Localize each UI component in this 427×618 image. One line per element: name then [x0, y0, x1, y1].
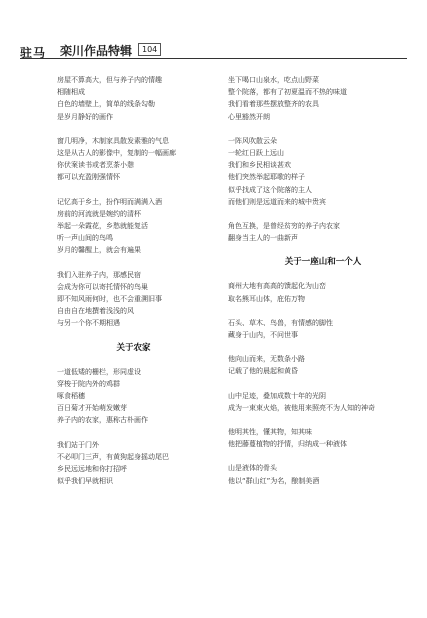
poem-line: 记载了他的晨起和黄昏	[228, 367, 298, 376]
page-header	[0, 0, 427, 64]
poem-line: 这是从古人的影像中，复制的一幅画廊	[57, 149, 176, 158]
poem-line: 你伏案读书或者烹茶小憩	[57, 161, 134, 170]
poem-stanza	[57, 196, 220, 257]
poem-stanza	[57, 74, 220, 123]
poem-stanza	[57, 366, 220, 427]
poem-line: 坐下喝口山泉水，吃点山野菜	[228, 76, 319, 84]
poem-section-title: 关于一座山和一个人	[284, 257, 362, 268]
poem-stanza	[228, 135, 418, 208]
poem-line: 角色互换，是曾经贫穷的养子内农家	[228, 222, 340, 231]
poem-line: 他把藤蔓植物的抒情，归纳成一种液体	[228, 440, 347, 449]
poem-line: 即不知风雨何时，也不会重溯旧事	[57, 295, 162, 304]
poem-stanza	[228, 317, 418, 341]
poem-line: 是岁月静好的画作	[57, 112, 113, 121]
page-number: 104	[138, 43, 161, 56]
poem-line: 似乎我们早就相识	[57, 477, 113, 486]
poem-line: 会成为你可以寄托情怀的鸟巢	[57, 282, 148, 291]
poem-stanza	[57, 135, 220, 184]
header-rule	[20, 58, 407, 59]
poem-line: 我们看着那些摆放整齐的农具	[228, 100, 319, 109]
poem-line: 我们站于门外	[57, 440, 99, 449]
poem-line: 石头、草木、鸟兽，有情感的脚性	[228, 318, 333, 327]
poem-line: 相随相成	[57, 88, 85, 97]
poem-stanza	[57, 269, 220, 330]
poem-line: 我们入驻养子内，那感民宿	[57, 270, 141, 279]
poem-line: 听一声山间的鸟鸣	[57, 234, 113, 243]
poem-line: 整个院落，都有了初夏温而不热的味道	[228, 88, 347, 97]
poem-line: 取名熊耳山体，庇佑万物	[228, 294, 305, 303]
poem-line: 一道低矮的栅栏，形同虚设	[57, 367, 141, 376]
poem-stanza	[228, 280, 418, 304]
poem-line: 举起一朵霞花，乡愁就能复活	[57, 222, 148, 231]
poem-line: 商州大地有高高的馈起化为山峦	[228, 282, 326, 291]
poem-stanza	[228, 220, 418, 244]
poem-line: 啄食稻穗	[57, 392, 85, 401]
poem-line: 穿梭于院内外的鸡群	[57, 379, 120, 388]
poem-line: 记忆高于乡土，扮作明而满满入酒	[57, 197, 162, 206]
poem-stanza	[228, 74, 418, 123]
poem-line: 养子内的农家，惠称古朴画作	[57, 416, 148, 425]
poem-line: 一轮红日跃上远山	[228, 149, 284, 158]
column-logo: 驻马	[20, 46, 47, 60]
poem-line: 房屋不算高大，但与养子内的情趣	[57, 76, 162, 84]
poem-line: 山是液体的骨头	[228, 464, 277, 473]
poem-line: 窗几明净，木制家具散发素雅的气息	[57, 136, 169, 145]
poem-line: 成为一束束火焰，被他用来照亮不为人知的神奇	[228, 403, 375, 412]
poem-line: 乡民远远地和你打招呼	[57, 465, 127, 474]
poem-stanza	[228, 462, 418, 486]
magazine-section-title: 栾川作品特辑	[60, 44, 133, 58]
poem-line: 他们突然举起耶歌的样子	[228, 173, 305, 182]
poem-line: 我们和乡民相谈甚欢	[228, 161, 291, 170]
poem-line: 白色的墙壁上，简单的线条勾勒	[57, 100, 155, 109]
poem-line: 而他们则是远道而来的城中贵宾	[228, 197, 326, 206]
poem-stanza	[57, 439, 220, 488]
poem-line: 藏身于山内，不问世事	[228, 331, 298, 340]
poem-line: 山中足迹，叠加成数十年的光阴	[228, 391, 326, 400]
poem-line: 房前的河流就是婉约的清杯	[57, 209, 141, 218]
poem-line: 他明其性，懂其物，知其味	[228, 428, 312, 437]
poem-stanza	[228, 426, 418, 450]
poem-stanza	[228, 390, 418, 414]
poem-line: 他向山而来，无数条小路	[228, 355, 305, 364]
poem-line: 都可以充盈刚强情怀	[57, 173, 120, 182]
poem-line: 岁月的馨醒上，就会有遍果	[57, 246, 141, 255]
poem-line: 他以“群山红”为名，酿制美酒	[228, 476, 320, 485]
left-column	[57, 74, 220, 499]
poem-line: 百日菊才开始萌发嫩芽	[57, 404, 127, 413]
poem-section-title: 关于农家	[116, 342, 151, 353]
poem-line: 自由自在地撰着浅浅的风	[57, 307, 134, 316]
poem-line: 一阵风吹散云朵	[228, 136, 277, 145]
poem-stanza	[228, 353, 418, 377]
poem-line: 不必叩门三声，有黄狗起身摇动尾巴	[57, 452, 169, 461]
poem-line: 与另一个你不期相遇	[57, 319, 120, 328]
poem-line: 似乎找成了这个院落的主人	[228, 185, 312, 194]
poem-line: 翻身当主人的一曲新声	[228, 234, 298, 243]
poem-line: 心里豁然开朗	[228, 112, 270, 121]
right-column	[228, 74, 418, 499]
